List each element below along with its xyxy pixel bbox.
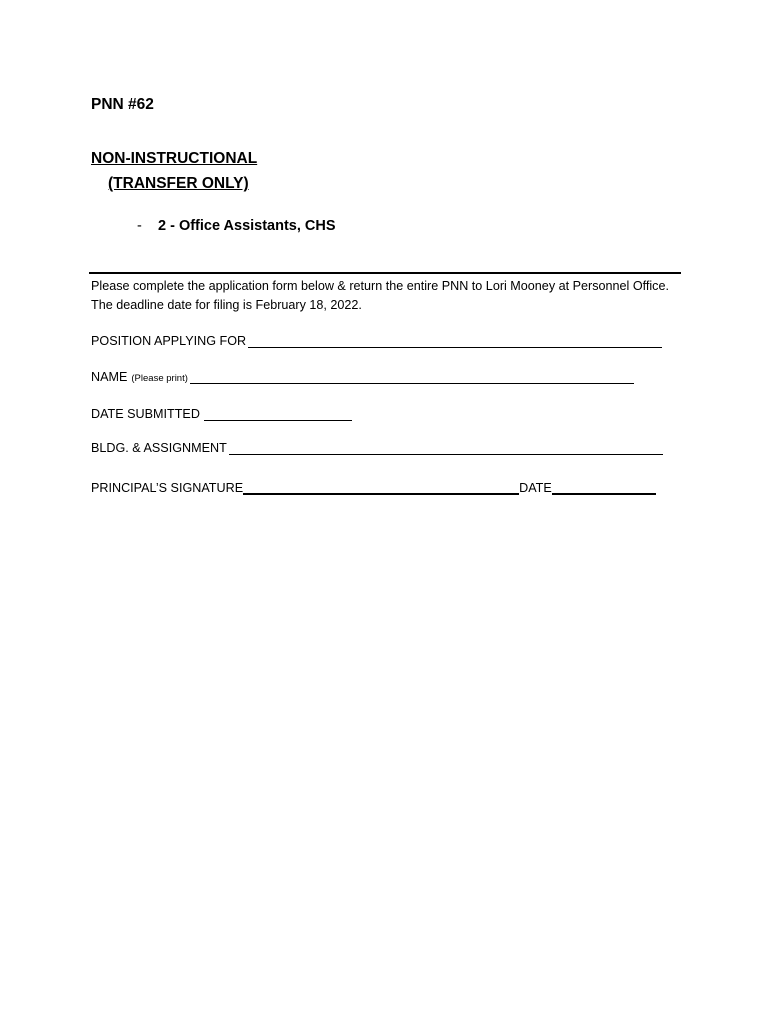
- list-dash: -: [137, 218, 142, 234]
- principal-signature-blank[interactable]: [243, 480, 519, 495]
- instructions-text: Please complete the application form below & return the entire PNN to Lori Mooney at Personnel Office. The deadline date for filing is February 18, 2022.: [91, 279, 669, 312]
- position-list-item: [137, 218, 336, 234]
- position-applying-label: POSITION APPLYING FOR: [91, 334, 247, 348]
- date-submitted-blank[interactable]: [204, 407, 352, 421]
- position-applying-blank[interactable]: [248, 334, 662, 348]
- signature-date-blank[interactable]: [552, 480, 656, 495]
- category-heading-line1: NON-INSTRUCTIONAL: [91, 150, 258, 167]
- pnn-number: PNN #62: [91, 96, 154, 113]
- principal-signature-label: PRINCIPAL’S SIGNATURE: [91, 481, 244, 495]
- principal-signature-field: [91, 480, 656, 495]
- name-blank[interactable]: [190, 370, 634, 384]
- bldg-assignment-blank[interactable]: [229, 441, 663, 455]
- name-field: [91, 370, 634, 384]
- divider: [89, 272, 681, 274]
- position-applying-field: [91, 334, 662, 348]
- bldg-assignment-field: [91, 441, 663, 455]
- signature-date-label: DATE: [519, 481, 552, 495]
- name-label: NAME: [91, 370, 128, 384]
- category-heading-line2: (TRANSFER ONLY): [108, 175, 249, 192]
- date-submitted-label: DATE SUBMITTED: [91, 407, 200, 421]
- name-hint: (Please print): [131, 373, 188, 384]
- position-text: 2 - Office Assistants, CHS: [158, 218, 336, 234]
- category-heading: [91, 146, 257, 196]
- bldg-assignment-label: BLDG. & ASSIGNMENT: [91, 441, 227, 455]
- date-submitted-field: [91, 407, 352, 421]
